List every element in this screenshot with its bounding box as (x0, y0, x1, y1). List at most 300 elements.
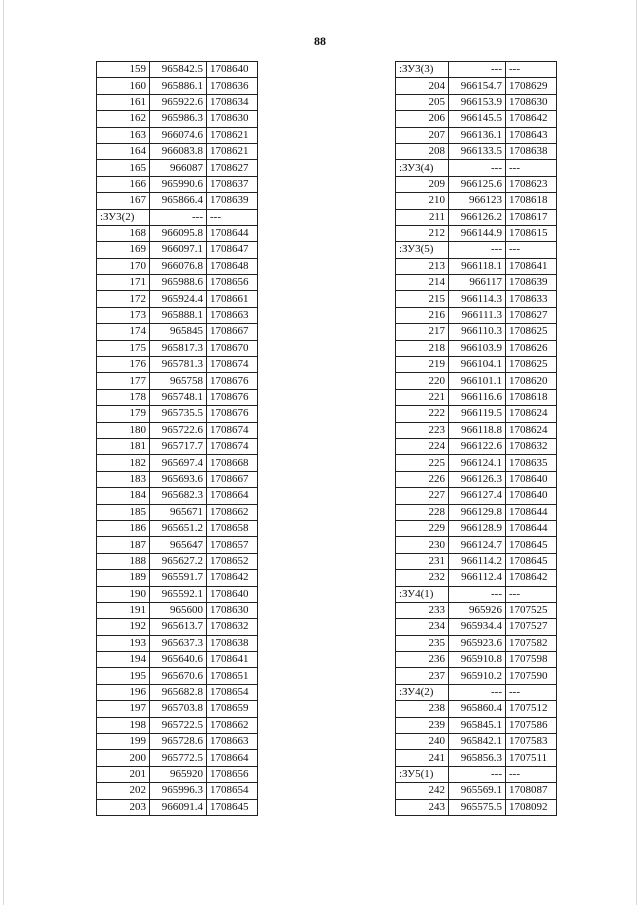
point-number: 175 (97, 340, 150, 356)
point-number: 217 (396, 324, 449, 340)
point-number: 164 (97, 143, 150, 159)
point-number: 176 (97, 357, 150, 373)
point-number: 197 (97, 701, 150, 717)
y-coordinate: 1708647 (207, 242, 258, 258)
x-coordinate: 965934.4 (449, 619, 506, 635)
point-number: 188 (97, 553, 150, 569)
point-number: 232 (396, 570, 449, 586)
section-header-row (396, 586, 557, 602)
x-coordinate: --- (449, 586, 506, 602)
x-coordinate: 965986.3 (150, 111, 207, 127)
y-coordinate: 1708641 (506, 258, 557, 274)
page-number: 88 (314, 34, 326, 48)
y-coordinate: 1708654 (207, 684, 258, 700)
y-coordinate: 1708621 (207, 143, 258, 159)
table-row (97, 438, 258, 454)
x-coordinate: 966144.9 (449, 225, 506, 241)
y-coordinate: 1708651 (207, 668, 258, 684)
table-row (97, 652, 258, 668)
x-coordinate: 965923.6 (449, 635, 506, 651)
table-row (97, 357, 258, 373)
table-row (396, 275, 557, 291)
x-coordinate: 965613.7 (150, 619, 207, 635)
y-coordinate: 1708676 (207, 373, 258, 389)
table-row (97, 373, 258, 389)
point-number: 186 (97, 520, 150, 536)
point-number: 224 (396, 438, 449, 454)
table-row (396, 520, 557, 536)
y-coordinate: --- (207, 209, 258, 225)
point-number: 184 (97, 488, 150, 504)
table-row (396, 143, 557, 159)
x-coordinate: 966126.2 (449, 209, 506, 225)
table-row (396, 422, 557, 438)
section-label: :ЗУ3(5) (396, 242, 449, 258)
y-coordinate: 1708640 (207, 62, 258, 78)
x-coordinate: 966118.1 (449, 258, 506, 274)
table-row (97, 668, 258, 684)
x-coordinate: 965920 (150, 766, 207, 782)
section-label: :ЗУ4(2) (396, 684, 449, 700)
y-coordinate: 1708667 (207, 324, 258, 340)
y-coordinate: 1708623 (506, 176, 557, 192)
x-coordinate: 966101.1 (449, 373, 506, 389)
y-coordinate: 1707512 (506, 701, 557, 717)
x-coordinate: 965922.6 (150, 94, 207, 110)
point-number: 243 (396, 799, 449, 815)
point-number: 185 (97, 504, 150, 520)
point-number: 216 (396, 307, 449, 323)
y-coordinate: 1708659 (207, 701, 258, 717)
section-header-row (97, 209, 258, 225)
table-row (396, 570, 557, 586)
y-coordinate: 1708668 (207, 455, 258, 471)
y-coordinate: --- (506, 766, 557, 782)
x-coordinate: 965842.5 (150, 62, 207, 78)
y-coordinate: --- (506, 586, 557, 602)
x-coordinate: 966111.3 (449, 307, 506, 323)
table-row (396, 799, 557, 815)
y-coordinate: --- (506, 62, 557, 78)
table-row (97, 799, 258, 815)
table-row (396, 488, 557, 504)
table-row (396, 717, 557, 733)
table-row (97, 225, 258, 241)
y-coordinate: 1708643 (506, 127, 557, 143)
point-number: 209 (396, 176, 449, 192)
point-number: 200 (97, 750, 150, 766)
table-row (97, 422, 258, 438)
point-number: 178 (97, 389, 150, 405)
table-row (396, 553, 557, 569)
table-row (396, 307, 557, 323)
y-coordinate: 1708630 (207, 602, 258, 618)
table-row (396, 438, 557, 454)
y-coordinate: 1707511 (506, 750, 557, 766)
y-coordinate: 1708630 (506, 94, 557, 110)
point-number: 163 (97, 127, 150, 143)
y-coordinate: 1708674 (207, 438, 258, 454)
table-row (97, 242, 258, 258)
y-coordinate: 1708676 (207, 389, 258, 405)
table-row (396, 94, 557, 110)
x-coordinate: 965781.3 (150, 357, 207, 373)
point-number: 211 (396, 209, 449, 225)
point-number: 162 (97, 111, 150, 127)
table-row (97, 602, 258, 618)
table-row (97, 143, 258, 159)
x-coordinate: 966074.6 (150, 127, 207, 143)
x-coordinate: 965910.2 (449, 668, 506, 684)
point-number: 237 (396, 668, 449, 684)
y-coordinate: 1708618 (506, 193, 557, 209)
point-number: 161 (97, 94, 150, 110)
x-coordinate: 966122.6 (449, 438, 506, 454)
y-coordinate: 1708617 (506, 209, 557, 225)
point-number: 182 (97, 455, 150, 471)
point-number: 231 (396, 553, 449, 569)
table-row (396, 193, 557, 209)
y-coordinate: 1708624 (506, 406, 557, 422)
coordinates-table-right (395, 61, 557, 816)
point-number: 214 (396, 275, 449, 291)
y-coordinate: 1707586 (506, 717, 557, 733)
x-coordinate: 965671 (150, 504, 207, 520)
point-number: 201 (97, 766, 150, 782)
y-coordinate: 1708636 (207, 78, 258, 94)
point-number: 208 (396, 143, 449, 159)
y-coordinate: 1708656 (207, 275, 258, 291)
x-coordinate: 965856.3 (449, 750, 506, 766)
table-row (396, 635, 557, 651)
y-coordinate: 1708664 (207, 750, 258, 766)
point-number: 227 (396, 488, 449, 504)
y-coordinate: 1708674 (207, 422, 258, 438)
x-coordinate: 966110.3 (449, 324, 506, 340)
point-number: 220 (396, 373, 449, 389)
x-coordinate: 966095.8 (150, 225, 207, 241)
table-row (97, 701, 258, 717)
x-coordinate: 965845 (150, 324, 207, 340)
point-number: 192 (97, 619, 150, 635)
point-number: 172 (97, 291, 150, 307)
x-coordinate: 966114.2 (449, 553, 506, 569)
x-coordinate: 965670.6 (150, 668, 207, 684)
x-coordinate: 965651.2 (150, 520, 207, 536)
section-header-row (396, 160, 557, 176)
table-row (97, 111, 258, 127)
table-row (97, 553, 258, 569)
point-number: 225 (396, 455, 449, 471)
x-coordinate: 965693.6 (150, 471, 207, 487)
x-coordinate: 965722.5 (150, 717, 207, 733)
point-number: 190 (97, 586, 150, 602)
x-coordinate: 965860.4 (449, 701, 506, 717)
section-label: :ЗУ4(1) (396, 586, 449, 602)
x-coordinate: 966091.4 (150, 799, 207, 815)
x-coordinate: 965637.3 (150, 635, 207, 651)
x-coordinate: 966076.8 (150, 258, 207, 274)
table-row (396, 340, 557, 356)
y-coordinate: 1708656 (207, 766, 258, 782)
y-coordinate: 1708625 (506, 357, 557, 373)
scan-edge-right (636, 0, 637, 905)
y-coordinate: 1708633 (506, 291, 557, 307)
y-coordinate: 1708654 (207, 783, 258, 799)
x-coordinate: 966112.4 (449, 570, 506, 586)
point-number: 242 (396, 783, 449, 799)
x-coordinate: 966123 (449, 193, 506, 209)
x-coordinate: 966114.3 (449, 291, 506, 307)
y-coordinate: 1707590 (506, 668, 557, 684)
table-row (97, 488, 258, 504)
point-number: 191 (97, 602, 150, 618)
coordinates-table-left (96, 61, 258, 816)
section-header-row (396, 684, 557, 700)
y-coordinate: 1708632 (506, 438, 557, 454)
x-coordinate: 965627.2 (150, 553, 207, 569)
table-row (97, 766, 258, 782)
y-coordinate: 1708648 (207, 258, 258, 274)
x-coordinate: 966125.6 (449, 176, 506, 192)
point-number: 165 (97, 160, 150, 176)
table-row (396, 783, 557, 799)
table-row (97, 193, 258, 209)
table-row (396, 455, 557, 471)
y-coordinate: 1708645 (207, 799, 258, 815)
y-coordinate: 1708615 (506, 225, 557, 241)
table-row (97, 127, 258, 143)
table-row (396, 225, 557, 241)
y-coordinate: 1708092 (506, 799, 557, 815)
point-number: 160 (97, 78, 150, 94)
x-coordinate: 965996.3 (150, 783, 207, 799)
point-number: 218 (396, 340, 449, 356)
x-coordinate: 965924.4 (150, 291, 207, 307)
y-coordinate: 1708670 (207, 340, 258, 356)
y-coordinate: 1708662 (207, 504, 258, 520)
y-coordinate: 1708642 (207, 570, 258, 586)
table-row (97, 570, 258, 586)
y-coordinate: 1708667 (207, 471, 258, 487)
y-coordinate: 1708627 (207, 160, 258, 176)
x-coordinate: 965682.3 (150, 488, 207, 504)
y-coordinate: 1708640 (506, 488, 557, 504)
y-coordinate: 1708624 (506, 422, 557, 438)
table-row (396, 127, 557, 143)
x-coordinate: 966104.1 (449, 357, 506, 373)
y-coordinate: 1708662 (207, 717, 258, 733)
point-number: 241 (396, 750, 449, 766)
point-number: 223 (396, 422, 449, 438)
x-coordinate: 966126.3 (449, 471, 506, 487)
y-coordinate: 1708639 (207, 193, 258, 209)
table-row (97, 94, 258, 110)
table-row (396, 701, 557, 717)
y-coordinate: 1708645 (506, 537, 557, 553)
x-coordinate: 965845.1 (449, 717, 506, 733)
x-coordinate: 966097.1 (150, 242, 207, 258)
x-coordinate: --- (449, 766, 506, 782)
x-coordinate: 965842.1 (449, 734, 506, 750)
table-row (97, 717, 258, 733)
point-number: 187 (97, 537, 150, 553)
point-number: 205 (396, 94, 449, 110)
point-number: 199 (97, 734, 150, 750)
table-row (396, 668, 557, 684)
table-row (97, 635, 258, 651)
x-coordinate: --- (449, 62, 506, 78)
x-coordinate: 965758 (150, 373, 207, 389)
table-row (396, 78, 557, 94)
y-coordinate: 1708644 (506, 504, 557, 520)
point-number: 194 (97, 652, 150, 668)
table-row (97, 62, 258, 78)
table-row (97, 160, 258, 176)
point-number: 170 (97, 258, 150, 274)
table-row (97, 455, 258, 471)
y-coordinate: 1708663 (207, 734, 258, 750)
y-coordinate: 1708637 (207, 176, 258, 192)
x-coordinate: 965990.6 (150, 176, 207, 192)
y-coordinate: 1708618 (506, 389, 557, 405)
point-number: 213 (396, 258, 449, 274)
table-row (396, 258, 557, 274)
point-number: 207 (396, 127, 449, 143)
y-coordinate: 1708645 (506, 553, 557, 569)
x-coordinate: 965717.7 (150, 438, 207, 454)
point-number: 229 (396, 520, 449, 536)
table-row (396, 504, 557, 520)
y-coordinate: 1708644 (207, 225, 258, 241)
x-coordinate: 966128.9 (449, 520, 506, 536)
y-coordinate: 1708640 (506, 471, 557, 487)
y-coordinate: 1708642 (506, 111, 557, 127)
table-row (396, 619, 557, 635)
x-coordinate: 966129.8 (449, 504, 506, 520)
y-coordinate: 1707583 (506, 734, 557, 750)
y-coordinate: 1708652 (207, 553, 258, 569)
point-number: 195 (97, 668, 150, 684)
y-coordinate: 1708632 (207, 619, 258, 635)
point-number: 226 (396, 471, 449, 487)
y-coordinate: --- (506, 242, 557, 258)
table-row (396, 324, 557, 340)
table-row (97, 176, 258, 192)
point-number: 203 (97, 799, 150, 815)
point-number: 234 (396, 619, 449, 635)
point-number: 198 (97, 717, 150, 733)
point-number: 171 (97, 275, 150, 291)
table-row (396, 602, 557, 618)
x-coordinate: 965988.6 (150, 275, 207, 291)
x-coordinate: 965697.4 (150, 455, 207, 471)
table-row (396, 406, 557, 422)
point-number: 239 (396, 717, 449, 733)
x-coordinate: 965748.1 (150, 389, 207, 405)
point-number: 179 (97, 406, 150, 422)
point-number: 189 (97, 570, 150, 586)
point-number: 204 (396, 78, 449, 94)
point-number: 169 (97, 242, 150, 258)
table-row (97, 619, 258, 635)
x-coordinate: 965682.8 (150, 684, 207, 700)
y-coordinate: 1708674 (207, 357, 258, 373)
y-coordinate: 1708634 (207, 94, 258, 110)
y-coordinate: 1707598 (506, 652, 557, 668)
point-number: 196 (97, 684, 150, 700)
x-coordinate: 966118.8 (449, 422, 506, 438)
point-number: 174 (97, 324, 150, 340)
table-row (97, 750, 258, 766)
point-number: 240 (396, 734, 449, 750)
y-coordinate: 1708644 (506, 520, 557, 536)
y-coordinate: 1708676 (207, 406, 258, 422)
point-number: 166 (97, 176, 150, 192)
y-coordinate: 1708626 (506, 340, 557, 356)
point-number: 235 (396, 635, 449, 651)
x-coordinate: 965735.5 (150, 406, 207, 422)
x-coordinate: 966087 (150, 160, 207, 176)
table-row (396, 471, 557, 487)
point-number: 206 (396, 111, 449, 127)
table-row (97, 586, 258, 602)
x-coordinate: --- (449, 160, 506, 176)
y-coordinate: 1708657 (207, 537, 258, 553)
y-coordinate: 1708641 (207, 652, 258, 668)
table-row (396, 537, 557, 553)
point-number: 236 (396, 652, 449, 668)
table-row (97, 324, 258, 340)
table-row (97, 78, 258, 94)
x-coordinate: 966083.8 (150, 143, 207, 159)
table-row (97, 389, 258, 405)
table-row (97, 684, 258, 700)
point-number: 168 (97, 225, 150, 241)
table-row (396, 111, 557, 127)
x-coordinate: 966154.7 (449, 78, 506, 94)
y-coordinate: 1708087 (506, 783, 557, 799)
y-coordinate: 1708642 (506, 570, 557, 586)
x-coordinate: --- (449, 684, 506, 700)
x-coordinate: 965569.1 (449, 783, 506, 799)
table-row (97, 258, 258, 274)
x-coordinate: 965886.1 (150, 78, 207, 94)
table-row (396, 750, 557, 766)
x-coordinate: 965888.1 (150, 307, 207, 323)
table-row (396, 357, 557, 373)
x-coordinate: 966133.5 (449, 143, 506, 159)
table-row (97, 504, 258, 520)
point-number: 215 (396, 291, 449, 307)
point-number: 230 (396, 537, 449, 553)
point-number: 183 (97, 471, 150, 487)
y-coordinate: 1708625 (506, 324, 557, 340)
point-number: 193 (97, 635, 150, 651)
y-coordinate: 1707582 (506, 635, 557, 651)
x-coordinate: 966127.4 (449, 488, 506, 504)
table-row (396, 209, 557, 225)
y-coordinate: 1708621 (207, 127, 258, 143)
point-number: 159 (97, 62, 150, 78)
x-coordinate: 965592.1 (150, 586, 207, 602)
y-coordinate: 1708629 (506, 78, 557, 94)
point-number: 210 (396, 193, 449, 209)
y-coordinate: 1708638 (207, 635, 258, 651)
scan-edge-left (3, 0, 4, 905)
table-row (97, 734, 258, 750)
section-label: :ЗУ3(2) (97, 209, 150, 225)
